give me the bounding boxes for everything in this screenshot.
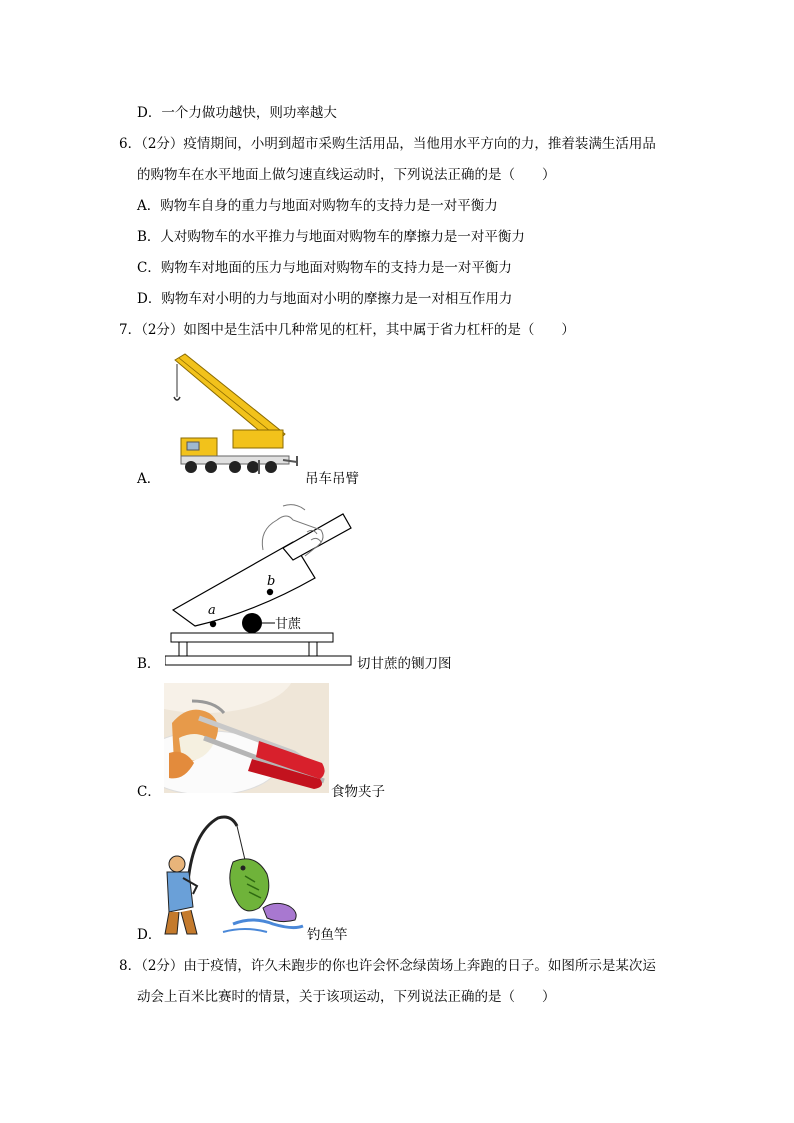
q7-option-b-letter: B． [137,656,161,672]
q6-stem-line1: 6．（2分）疫情期间，小明到超市采购生活用品，当他用水平方向的力，推着装满生活用品 [119,136,656,152]
q8-stem-line1: 8．（2分）由于疫情，许久未跑步的你也许会怀念绿茵场上奔跑的日子。如图所示是某次运 [119,958,656,974]
food-tongs-image [164,683,329,793]
q6-option-a: A．购物车自身的重力与地面对购物车的支持力是一对平衡力 [137,198,498,214]
label-sugarcane: 甘蔗 [275,617,302,632]
q7-option-b-caption: 切甘蔗的铡刀图 [357,656,452,672]
cutter-diagram [165,500,355,668]
q7-option-c-caption: 食物夹子 [331,784,385,800]
q7-option-a-caption: 吊车吊臂 [305,471,359,487]
q6-option-c: C．购物车对地面的压力与地面对购物车的支持力是一对平衡力 [137,260,512,276]
label-b: b [267,574,276,589]
q7-option-a-letter: A． [137,471,161,487]
q7-option-c-letter: C． [137,784,161,800]
q7-option-d-letter: D． [137,927,162,943]
q7-option-d-caption: 钓鱼竿 [307,927,348,943]
q6-stem-line2: 的购物车在水平地面上做匀速直线运动时，下列说法正确的是（ ） [137,167,556,183]
crane-image [163,352,303,477]
label-a: a [208,603,216,618]
fishing-rod-image [163,812,305,937]
q5-option-d: D．一个力做功越快，则功率越大 [137,105,337,121]
q8-stem-line2: 动会上百米比赛时的情景，关于该项运动，下列说法正确的是（ ） [137,989,556,1005]
q7-stem: 7．（2分）如图中是生活中几种常见的杠杆，其中属于省力杠杆的是（ ） [119,322,575,338]
q6-option-d: D．购物车对小明的力与地面对小明的摩擦力是一对相互作用力 [137,291,513,307]
q6-option-b: B．人对购物车的水平推力与地面对购物车的摩擦力是一对平衡力 [137,229,525,245]
